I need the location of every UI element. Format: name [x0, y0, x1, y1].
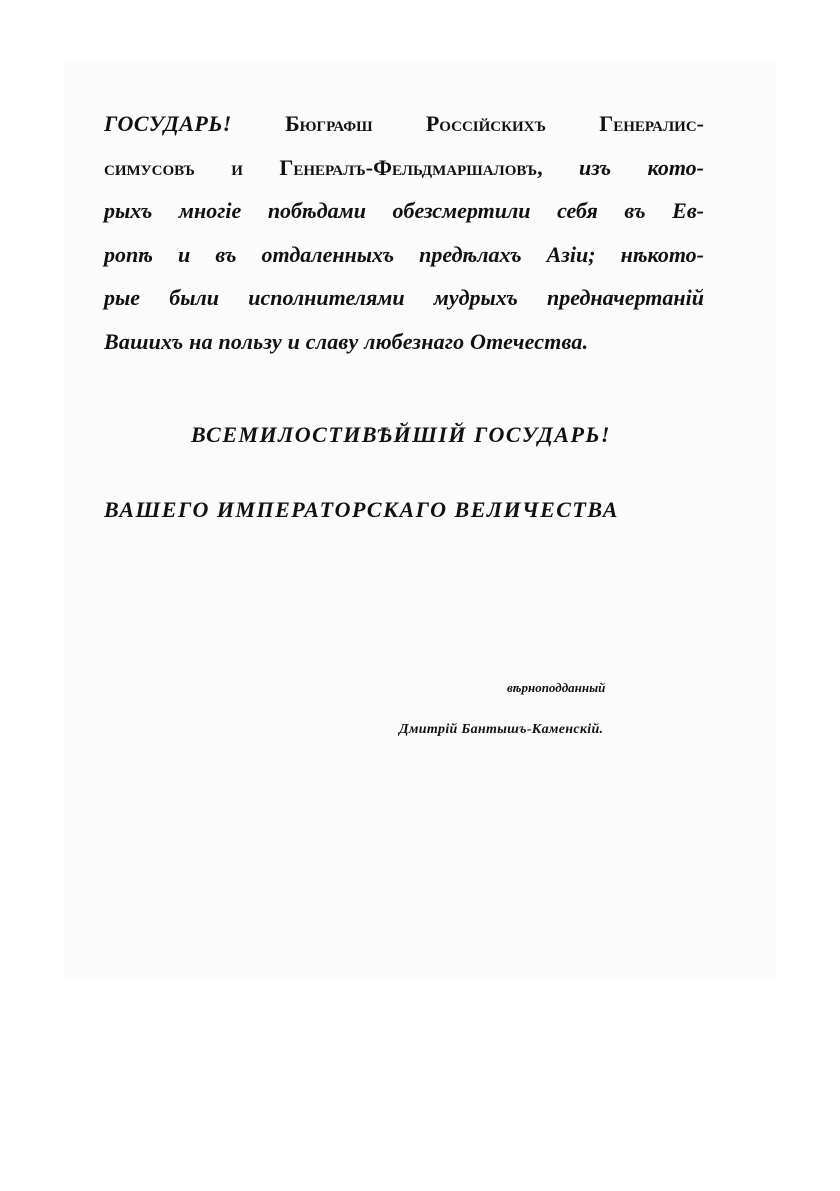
- paragraph-line: [104, 146, 704, 190]
- paragraph-text-segment: рые были исполнителями мудрыхъ предначертаній: [104, 285, 704, 310]
- signature-author-name: Дмитрій Бантышъ-Каменскій.: [399, 722, 604, 737]
- paragraph-line: [104, 233, 704, 277]
- paragraph-line: [104, 102, 704, 146]
- address-heading: ВСЕМИЛОСТИВѢЙШІЙ ГОСУДАРЬ!: [191, 422, 611, 447]
- dedication-paragraph: [104, 102, 704, 363]
- paragraph-text-segment: Бюграфш Россійскихъ Генералис-: [231, 111, 704, 136]
- paragraph-text-segment: симусовъ и Генералъ-Фельдмаршаловъ,: [104, 154, 543, 180]
- paragraph-text-segment: Вашихъ на пользу и славу любезнаго Отечества.: [104, 328, 589, 354]
- paragraph-text-segment: ГОСУДАРЬ!: [104, 111, 232, 136]
- paragraph-line: [104, 320, 704, 364]
- paragraph-text-segment: ропѣ и въ отдаленныхъ предѣлахъ Азіи; нѣкото-: [104, 241, 704, 267]
- paragraph-text-segment: изъ кото-: [542, 154, 704, 180]
- paragraph-text-segment: рыхъ многіе побѣдами обезсмертили себя въ Ев-: [104, 198, 704, 223]
- majesty-heading: ВАШЕГО ИМПЕРАТОРСКАГО ВЕЛИЧЕСТВА: [104, 497, 619, 522]
- signature-subject-line: вѣрноподданный: [507, 680, 606, 695]
- paragraph-line: [104, 276, 704, 320]
- paragraph-line: [104, 189, 704, 233]
